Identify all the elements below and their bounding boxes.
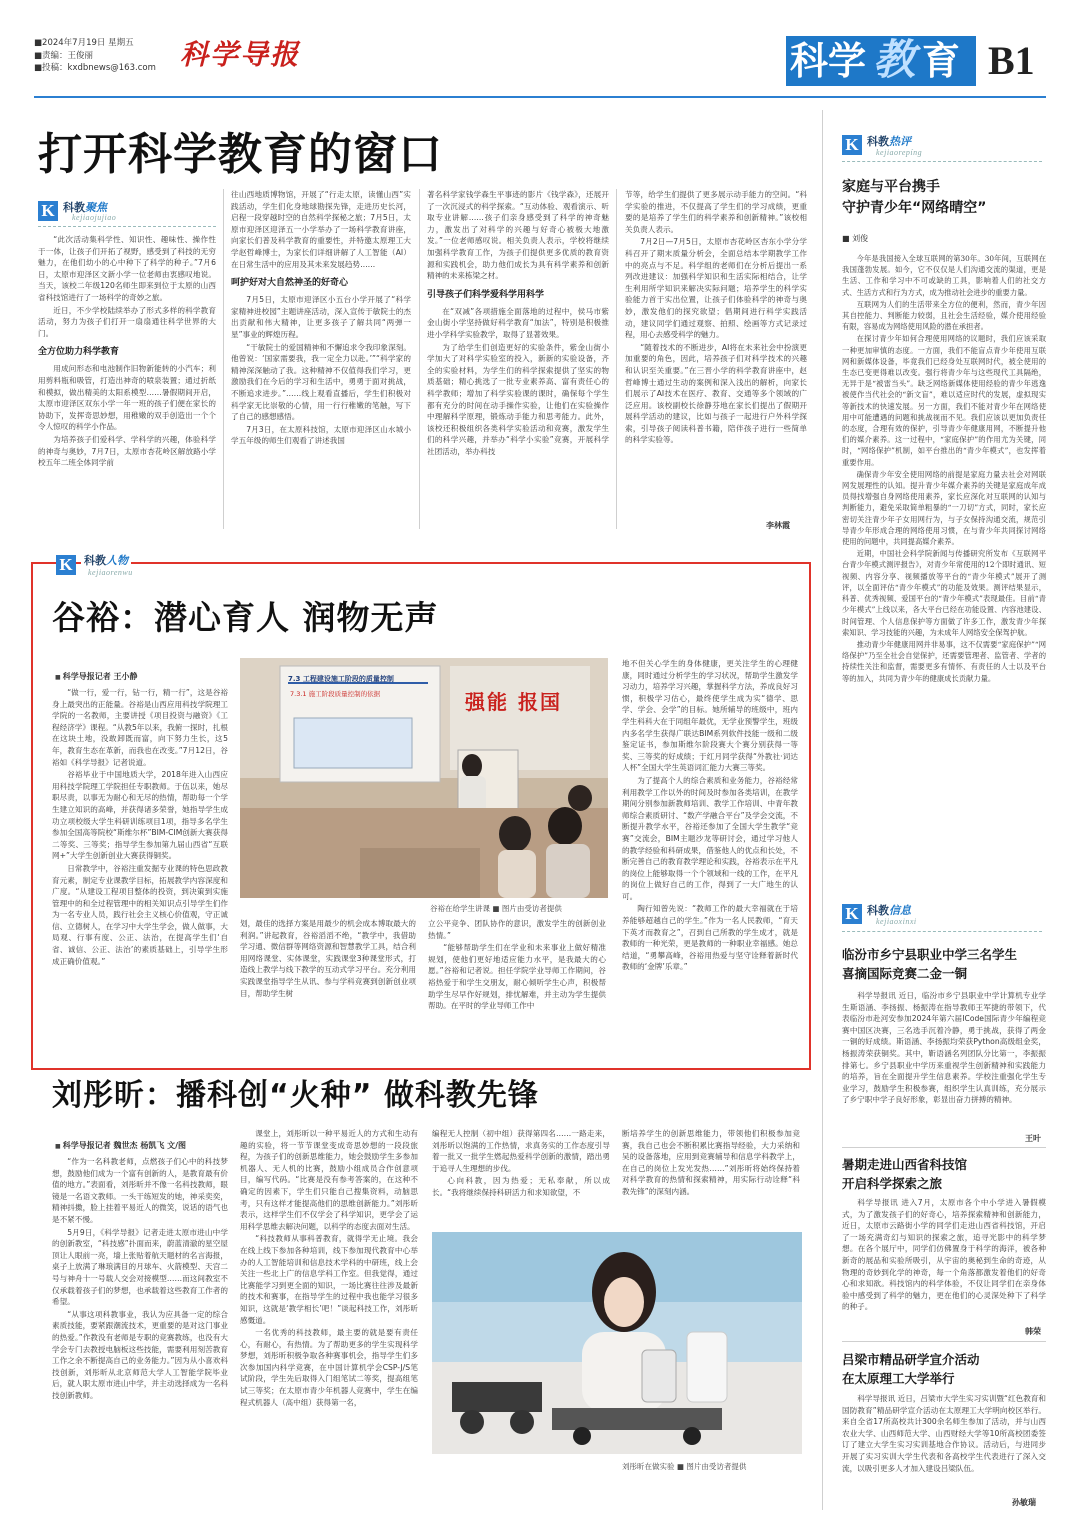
comment-body <box>842 253 1046 900</box>
news2-title: 暑期走进山西省科技馆 开启科学探索之旅 <box>842 1157 968 1191</box>
column-pinyin-people: kejiaorenwu <box>88 568 133 577</box>
column-rule <box>616 189 617 529</box>
profile-photo <box>240 658 608 898</box>
column-divider <box>38 226 216 227</box>
paragraph: 近期，中国社会科学院新闻与传播研究所发布《互联网平台青少年模式测评报告》，对青少年常使用的12个即时通讯、短视频、内容分享、视频播放等平台的“青少年模式”展开了测评，以全面评估“青少年模式”的功能及效果。测评结果显示，科普、优秀视频、爱国平台的“青少年模式”表现最佳。目前“青少年模式”上线以来，各大平台已经在功能设置、内容池建设、时间管理、个人信息保护等方面做了许多工作，激发青少年探索知识、学习技能的兴趣，为未成年人网络安全保驾护航。 <box>842 549 1046 637</box>
paragraph: “此次活动集科学性、知识性、趣味性、操作性于一体，让孩子们开拓了视野，感受到了科技的无穷魅力，在他们幼小的心中种下了科学的种子。”7月6日，太原市迎泽区文新小学一位老师由衷感叹地说。当天，该校二年级120名师生即来到位于太原的山西省科技馆进行了一场科学的奇妙之旅。 <box>38 235 216 302</box>
paragraph: 地不但关心学生的身体健康，更关注学生的心理健康，同时通过分析学生的学习状况，帮助学生激发学习动力，培养学习兴趣，掌握科学方法，养成良好习惯，积极学习估心，最终使学生成为实“德学、思学、学会、会学”的目标。她所辅导的班级中，班内学生科科大在于同组年最优，无学业预警学生，班级内多名学生获得广联达BIM系列软件技能一级和二级鉴定证书，参加斯维尔阶段赛大个赛分别获得一等奖、三等奖的好成绩；于红月同学获得“外教社·词达人杯”全国大学生英语词汇能力大赛三等奖。 <box>622 659 798 773</box>
column-k-icon: K <box>56 555 76 575</box>
paragraph: 互联网为人们的生活带来全方位的便利，然而，青少年因其自控能力、判断能力较弱，且社会生活经验，媒介使用经验有限，容易成为网络使用风险的潜在承担者。 <box>842 299 1046 332</box>
paragraph: 节等，给学生们提供了更多展示动手能力的空间。“科学实验的推进，不仅提高了学生们的学习成绩，更重要的是培养了学生们的科学素养和创新精神。”该校相关负责人表示。 <box>625 190 807 234</box>
news2-body <box>842 1197 1046 1324</box>
slide-title: 7.3 工程建设施工阶段的质量控制 <box>288 675 394 683</box>
masthead-info <box>34 37 194 75</box>
paragraph: 心向科教，因为热爱；无私奉献，所以成长。“我将继续保持科研活力和求知欲望，不 <box>432 1176 610 1197</box>
column-pinyin-comment: kejiaorepíng <box>876 148 923 157</box>
second-byline: ■ 科学导报记者 魏世杰 杨凯飞 文/图 <box>55 1140 186 1151</box>
paragraph: 立公平竞争、团队协作的意识，激发学生的创新创业热情。” <box>428 919 606 940</box>
column-name-news: 科教信息 <box>867 904 911 917</box>
paragraph: 科学导报讯 进入7月，太原市各个中小学进入暑假模式，为了激发孩子们的好奇心，培养探索精神和创新能力，近日，太原市云路街小学的同学们走进山西省科技馆，开启了一场充满奇幻与知识的探索之旅，追寻光影中的科学梦想。在各个展厅中，同学们仿佛置身于科学的海洋，被各种新奇的展品和实验所吸引，从宇宙的奥秘到生命的奇迹，从物理的奇妙到化学的神奇，每一个角落都激发着他们的好奇心和求知欲。科技馆内的科学体验，不仅让同学们在亲身体验中感受到了科学的魅力，更在他们的心灵深处种下了科学的种子。 <box>842 1198 1046 1312</box>
profile-col-3 <box>428 918 606 1055</box>
masthead-rule <box>34 96 1046 98</box>
paragraph: “作为一名科教老师，点燃孩子们心中的科技梦想，鼓励他们成为一个富有创新的人，是教育最有价值的地方。”表面看，刘彤昕并不像一名科技教师，眼镜是一名语文教师。一头干练短发的她，神采奕奕，精神抖擞，脸上挂着平易近人的微笑，说话的语气也是不紧不慢。 <box>52 1157 228 1224</box>
paragraph: “干敏院士的爱国精神和不懈追求令我印象深刻。他曾说：‘国家需要我，我一定全力以赴。’”“科学家的精神深深触动了我。这种精神不仅值得我们学习，更激励我们在今后的学习和生活中，勇勇于面对挑战，不断追求进步。”……线上观看直播后，学生们积极对科学家无比崇敬的心情，用一行行稚嫩的笔触，写下了自己的感想感悟。 <box>231 342 411 422</box>
column-rule <box>223 189 224 529</box>
second-col-3 <box>432 1128 610 1224</box>
second-col-1 <box>52 1156 228 1501</box>
news3-signature: 孙敏瑞 <box>1012 1498 1036 1507</box>
news1-body <box>842 990 1046 1132</box>
column-k-icon: K <box>38 201 58 221</box>
column-divider <box>842 161 1042 162</box>
column-name-comment: 科教热评 <box>867 135 911 148</box>
paragraph: 在探讨青少年如何合理使用网络的议题时，我们应该采取一种更加审慎的态度。一方面，我们不能盲点青少年使用互联网和新媒体设备，毕竟我们已经身处互联网时代，被全使用的生态已变更得难以改变。强行将青少年与这些现代工具隔绝，无异于是“被雷当头”。缺乏网络新媒体使用经验的青少年逃逸被使作当代社会的“新文盲”，难以适应时代的发展，虚拟现实等新技术的快速发展。另一方面，我们不能对青少年在网络使用中可能遭遇的问题和挑战视而不见。我们应该以更加负责任的态度，合理有效的保护，引导青少年健康用网，不断提升他们的媒介素养。这一过程中，“家庭保护”的作用尤为关键，同时，“网络保护”机制，如平台推出的“青少年模式”，也发挥着重要作用。 <box>842 334 1046 467</box>
subheading: 全方位助力科学教育 <box>38 347 120 358</box>
slide-subtitle: 7.3.1 施工阶段质量控制的依据 <box>290 690 381 698</box>
column-rule <box>419 189 420 529</box>
news2-signature: 韩荣 <box>1025 1327 1041 1336</box>
news3-title: 吕梁市精品研学宣介活动 在太原理工大学举行 <box>842 1352 980 1386</box>
paragraph: “科技教师从事科普教育，就得学无止境。我会在线上线下参加各种培训，线下参加现代教育中心举办的人工智能培训和信息技术学科的中研班，线上会关注一些北上广的信息学科工作室。但我觉得，通过比赛能学习到更全面的知识，一场比赛往往涉及最新的技术和赛事，在指导学生的过程中我也能学习很多知识，这就是‘教学相长’吧！”谈起科技工作，刘彤昕感慨道。 <box>240 1234 418 1325</box>
paragraph: 用成问形态和电池制作旧物新能转的小汽车；利用剪料瓶和吸管，打造出神奇的喷泉装置；通过折纸和模拟，做出精美的太阳系模型……暑假期间开启，太原市迎泽区双东小学一年一班的孩子们便在家长的协助下，发挥奇思妙想，用稚嫩的双手创造出一个个令人惊叹的科学小作品。 <box>38 364 216 432</box>
lead-col-3 <box>427 189 609 530</box>
second-photo <box>432 1232 802 1454</box>
paragraph: 今年是我国接入全球互联网的第30年。30年间，互联网在我国蓬勃发展。如今，它不仅仅是人们沟通交流的渠道，更是生活、工作和学习中不可或缺的工具，影响着人们的社交方式、生活方式和行为方式，成为推动社会进步的重要力量。 <box>842 254 1046 297</box>
section-name-1: 科学 <box>790 39 867 83</box>
paragraph: “随着技术的不断进步，AI将在未来社会中扮演更加重要的角色，因此，培养孩子们对科学技术的兴趣和认识至关重要。”在三晋小学的科学教育讲座中，赵哲峰博士通过生动的案例和深入浅出的解析，向家长们展示了AI技术在医疗、教育、交通等多个领域的广泛应用。该校副校长徐静芬地在家长们提出了假期开展科学活动的建议，比如与孩子一起进行户外科学探索，引导孩子阅读科普书籍，陪伴孩子进行一些简单的科学实验等。 <box>625 342 807 445</box>
paragraph: “从事这项科教事业，我认为应具备一定的综合素质技能，要紧跟潮流技术，更重要的是对这门事业的热爱。”作教没有老师是专职的竞赛教练，也没有大学会专门去教授电脑板这些技能，需要利用刻苦教育工作之余不断提高自己的业务能力。”因为从小喜欢科技创新，刘彤昕从北京师范大学人工智能学院毕业后，就人职太原市进山中学，并主动选择成为一名科技创新教师。 <box>52 1309 228 1400</box>
profile-headline: 谷裕：潜心育人 润物无声 <box>52 598 439 637</box>
profile-col-4 <box>622 658 798 1055</box>
paragraph: 科学导报讯 近日，临汾市乡宁县职业中学计算机专业学生斯语涵、李扬振、杨振涛在指导教师王军捷的带领下，代表临汾市赴河安参加2024年第六届ICode国际青少年编程竞赛中国区决赛，三名选手沉着冷静，勇于挑战，获得了两金一铜的好成绩。斯语涵、李扬振均荣获Python高级组金奖，杨振涛荣获铜奖。其中，靳语涵名列团队分比第一，李振振排第七。乡宁县职业中学历来重视学生创新精神和实践能力的培养，旨在全面提升学生信息素养。学校注重强化学生专业学习，鼓励学生积极参赛，组织学生认真训练，充分展示了乡宁职中学子良好形象，彰显出奋力拼搏的精神。 <box>842 991 1046 1105</box>
paragraph: 谷裕毕业于中国地质大学，2018年进入山西应用科技学院理工学院担任专职教师。于伍以来，她尽职尽责，以事无为耐心和无尽的热情，帮助每一个学生建立知识的高峰，并获得诸多荣誉，她指导学生成功立项校级大学生科研训练项目1项，指导多名学生参加全国高等院校“斯维尔杯”BIM-CIM创新大赛获得二等奖、三等奖；指导学生参加第九届山西省“互联网+”大学生创新创业大赛获得铜奖。 <box>52 770 228 861</box>
paragraph: 确保青少年安全使用网络的前提是家庭力量去社会对网联网发展理性的认知。提升青少年媒介素养的关键是家庭成年成员得找增强自身网络使用素养，家长应深化对互联网的认知与判断能力，避免采取简单粗暴的“一刀切”方式，同时，家长应密切关注青少年子女用网行为，与子女保持沟通交流，规范引导青少年形成合理的网络使用习惯，在与青少年共同探讨网络使用的问题中，共同提高媒介素养。 <box>842 469 1046 547</box>
paragraph: 推动青少年健康用网并非易事，这不仅需要“家庭保护”“网络保护”乃至全社会自觉保护，还需要管理者、监管者、学者的持续性关注和监督，需要更多有情怀、有责任的人士以及平台等的加入，共同为青少年的健康成长贡献力量。 <box>842 639 1046 683</box>
paragraph: 断培养学生的创新思维能力，带领他们积极参加竞赛，我自己也会不断积累比赛指导经验，大力采纳和吴的设备落地，应用到竞赛辅导和信息学科教学上，在自己的岗位上发光发热……”刘彤昕将始终保持着对科学教育的热情和探索精神，用实际行动诠释“科教先锋”的深刻内涵。 <box>622 1129 800 1196</box>
column-k-icon: K <box>842 904 862 924</box>
column-name-people: 科教人物 <box>81 552 131 568</box>
paragraph: “能够帮助学生们在学业和未来事业上做好精准规划，使他们更好地适应能力水平，是我最大的心愿。”谷裕和记者说。担任学院学业导师工作期间，谷裕热爱于和学生交朋友，耐心倾听学生心声，积极帮助学生尽早作好规划，排忧解难，并主动为学生提供帮助。在平时的学业导师工作中 <box>428 943 606 1011</box>
paragraph: 往山西地质博物馆，开展了“行走太原，读懂山西”实践活动，学生们化身地球勘探先锋，走进历史长河，启程一段穿越时空的自然科学探秘之旅；7月5日，太原市迎泽区迎泽五一小学举办了一场科学教育讲座，向家长们普及科学教育的重要性，并特邀太原理工大学赵哲峰博士，为家长们详细讲解了人工智能（AI）在日常生活中的应用及其未来发展趋势…… <box>231 190 411 269</box>
paragraph: 日常教学中，谷裕注重发掘专业课的特色思政教育元素，制定专业课教学目标，拓展教学内容深度和广度。“从建设工程项目整体的投资，到决策到实施管理中的和全过程管理中的相关知识点引导学生们作为一名专业人员，践行社会主义核心价值观，守正诚信、立德树人，在学习中大学生学会，做人做事，大局观、行事有度、公正、法治，在提高学生们‘自省、诚信、公正、法治’的素质基础上，引导学生形成正确价值观。” <box>52 863 228 966</box>
paragraph: 著名科学家钱学森生平事迹的影片《钱学森》，还展开了一次沉浸式的科学探索。“互动体验、观看演示、听取专业讲解……孩子们亲身感受到了科学的神奇魅力，激发出了对科学的兴趣与好奇心被极大地激发。”一位老师感叹说。相关负责人表示，学校将继续加强科学教育工作，为孩子们提供更多优质的教育资源和实践机会，助力他们成长为具有科学素养和创新精神的未来栋梁之材。 <box>427 190 609 281</box>
subheading: 引导孩子们科学爱科学用科学 <box>427 289 545 300</box>
news1-title: 临汾市乡宁县职业中学三名学生 喜摘国际竞赛二金一铜 <box>842 947 1018 981</box>
second-headline: 刘彤昕：播科创“火种” 做科教先锋 <box>52 1078 539 1113</box>
column-name-focus: 科教聚焦 <box>63 201 107 214</box>
news3-body <box>842 1393 1046 1496</box>
paragraph: 5月9日，《科学导报》记者走进太原市进山中学的创新教室，“科技感”扑面而来，蔚蓝清澈的星空屋顶让人眼前一亮，墙上张贴着航天题材的名言海报，桌子上放满了琳琅满目的月球车、火箭模型、天宫二号与神舟十一号载人交会对接模型……而这间教室不仅承载着孩子们的梦想，也承载着这些教育工作者的希望。 <box>52 1227 228 1307</box>
paragraph: 课堂上，刘彤昕以一种平易近人的方式和生动有趣的实验，将一节节课堂变成奇思妙想的一段段旅程，为孩子们的创新思维能力，她会鼓励学生多参加机器人、无人机的比赛，鼓励小组成员合作创意项目，编写代码。“比赛是没有参考答案的，在这种不确定的因素下，学生们只能自己搜集资料，动脑思考，只有这样才能提高他们的思维创新能力。”刘彤昕表示，这样学生们不仅学会了科学知识，更学会了运用科学思维去解决问题，以科学的态度去面对生活。 <box>240 1129 418 1231</box>
subheading: 呵护好对大自然神圣的好奇心 <box>231 278 349 289</box>
profile-col-1 <box>52 687 228 1055</box>
second-photo-caption: 刘彤昕在做实验 ■ 图片由受访者提供 <box>622 1462 747 1471</box>
news-separator <box>842 1341 1046 1342</box>
issue-date: ■2024年7月19日 星期五 <box>34 38 134 48</box>
profile-col-2 <box>240 918 416 1055</box>
paragraph: 为培养孩子们爱科学、学科学的兴趣，体验科学的神奇与奥妙，7月7日，太原市杏花岭区解放路小学校五年二班全体同学前 <box>38 434 216 468</box>
paragraph: 编程无人控制（初中组）获得第四名……一路走来，刘彤昕以饱满的工作热情，求真务实的工作态度引导着一批又一批学生燃起热爱科学创新的激情，踏出勇于追寻人生理想的步伐。 <box>432 1129 610 1173</box>
profile-byline: ■ 科学导报记者 王小静 <box>55 671 138 682</box>
news1-signature: 王叶 <box>1025 1134 1041 1143</box>
paragraph: 为了提高个人的综合素质和业务能力，谷裕经常利用教学工作以外的时间及时参加各类培训，在教学期间分别参加新教师培训、教学工作培训、中青年教师综合素质研讨、“数产学融合平台”及学会交流，不断提升教学水平，谷裕还参加了全国大学生教学“竞赛”交流会，BIM主题沙龙等研讨会，通过学习他人的教学经验和科研成果，借鉴他人的优点和长处，不断完善自己的教育教学理论和实践，谷裕表示在平凡的岗位上能够取得一个个领域和一线的工作，在平凡的岗位上做好自己的工作，得到了一大广地生的认可。 <box>622 775 798 901</box>
lead-col-1 <box>38 234 216 530</box>
comment-author: ■ 刘俊 <box>842 234 869 243</box>
column-pinyin-news: kejiaoxinxi <box>876 917 917 926</box>
paragraph: 7月5日，太原市迎泽区小五台小学开展了“科学家精神进校园”主题讲座活动，深入宣传于敏院士的杰出贡献和伟大精神，让更多孩子了解共同“两弹一星”事业的辉煌历程。 <box>231 295 411 339</box>
experiment-photo <box>432 1232 802 1454</box>
paragraph: 近日，不少学校陆续举办了形式多样的科学教育活动，努力为孩子们打开一扇扇通往科学世界的大门。 <box>38 305 216 338</box>
paragraph: 一名优秀的科技教师，最主要的就是要有责任心，有耐心，有热情。为了帮助更多的学生实现科学梦想，刘彤昕积极争取各种赛事机会，指导学生们多次参加国内科学竞赛，在中国计算机学会CSP-J/S笔试阶段，学生先后取得入门组笔试二等奖，提高组笔试三等奖；在太原市青少年机器人竞赛中，学生在编程式机器人（高中组）获得第一名， <box>240 1328 418 1407</box>
sidebar-rule <box>822 110 823 1510</box>
paragraph: 7月3日，在太原科技馆，太原市迎泽区山水城小学五年级的师生们观看了讲述我国 <box>231 424 411 446</box>
comment-title: 家庭与平台携手 守护青少年“网络晴空” <box>842 179 987 216</box>
paragraph: “做一行，爱一行，钻一行，精一行”，这是谷裕身上最突出的正能量。谷裕是山西应用科技学院理工学院的一名教师，主要讲授《项目投资与融资》《工程经济学》课程。“从教5年以来，我俯一探时，扎根在这块土地，没敢卸既而富，向下努力生长，这5年，教育生态在革新，而我也在改变。”7月12日，谷裕如《科学导报》记者说道。 <box>52 688 228 767</box>
editor-line: ■责编：王俊丽 <box>34 50 94 61</box>
contribute-email: ■投稿：kxdbnews@163.com <box>34 63 156 73</box>
wall-slogan: 强能 报国 <box>465 690 562 714</box>
lead-col-2 <box>231 189 411 530</box>
paragraph: 为了给学生们创造更好的实验条件，紫金山街小学加大了对科学实验室的投入，新新的实验设备，齐全的实验材料，为学生们的科学探索提供了坚实的物质基础；精心挑选了一批专业素养高、富有责任心的科学教师；增加了科学实验课的课时，确保每个学生都有充分的时间在动手操作实验，让他们在实验操作中理解科学原理，锻炼动手能力和思考能力。此外，该校还积极组织各类科学实验活动和竞赛，激发学生们的科学兴趣，并举办“科学小实验”竞赛，开展科学社团活动，举办科技 <box>427 342 609 456</box>
second-col-2 <box>240 1128 418 1501</box>
second-col-4 <box>622 1128 800 1224</box>
section-name-3: 育 <box>922 39 961 83</box>
paragraph: 在“双减”各项措施全面落地的过程中，侯马市紫金山街小学坚持做好科学教育“加法”，特别是积极推进小学科学实验教学，取得了显著效果。 <box>427 306 609 339</box>
lead-col-4 <box>625 189 807 517</box>
column-pinyin-focus: kejiaojujiao <box>72 213 117 222</box>
paragraph: 陶行知曾先说：“教师工作的最大幸福就在于培养能够超越自己的学生。”作为一名人民教师，“育天下英才而教育之”，召到自己所教的学生成才，就是教师的一种光荣，更是教师的一种职业幸福感。她总结道，“勇攀高峰，谷裕用热爱与坚守诠释着新时代教师的‘金牌’乐章。” <box>622 904 798 972</box>
lead-signature: 李林霞 <box>766 521 790 530</box>
profile-photo-caption: 谷裕在给学生讲课 ■ 图片由受访者提供 <box>430 904 562 913</box>
section-name-2: 教 <box>873 35 916 84</box>
paper-logo: 科学导报 <box>180 38 301 71</box>
column-k-icon: K <box>842 135 862 155</box>
column-divider <box>842 931 1042 932</box>
paragraph: 7月2日—7月5日，太原市杏花岭区杏东小学分学科召开了期末质量分析会，全面总结本学期教学工作中的亮点与不足。科学组的老师们在分析后提出一系列改进建议：加强科学知识和生活实际相结合，让学生利用所学知识来解决实际问题；培养学生的科学实验能力首于实出位置，让孩子们体验科学的神奇与奥妙，激发他们的探究欲望；倡期间进行科学实践活动，建议同学们通过观察、拍照、绘画等方式记录过程，用心去感受科学的魅力。 <box>625 237 807 340</box>
paragraph: 划，最佳的选择方案是用最少的机会成本博取最大的利润。”讲起教育，谷裕滔滔不绝，“教学中，我借助学习通、微信群等网络资源和智慧教学工具，结合利用网络课堂、实体课堂，实践课堂3种课堂形式，打造线上教学与线下教学的互动式学习平台。充分利用实践课堂指导学生从讯、参与学科竞赛到创新创业项目，帮助学生树 <box>240 919 416 998</box>
paragraph: 科学导报讯 近日，吕梁市大学生实习实训暨“红色教育和国防教育”精品研学宣介活动在太原理工大学明向校区举行。来自全省17所高校共计300余名师生参加了活动，并与山西农业大学、山西师范大学、山西财经大学等10所高校团委签订了建立大学生实习实训基地合作协议。活动后，与进同步开展了实习实训大学生代表和各高校学生代表进行了深入交流，以吸引更多人才加入建设吕梁队伍。 <box>842 1394 1046 1473</box>
main-headline: 打开科学教育的窗口 <box>38 129 443 180</box>
page-number: B1 <box>988 38 1035 83</box>
news-separator <box>842 1147 1046 1148</box>
